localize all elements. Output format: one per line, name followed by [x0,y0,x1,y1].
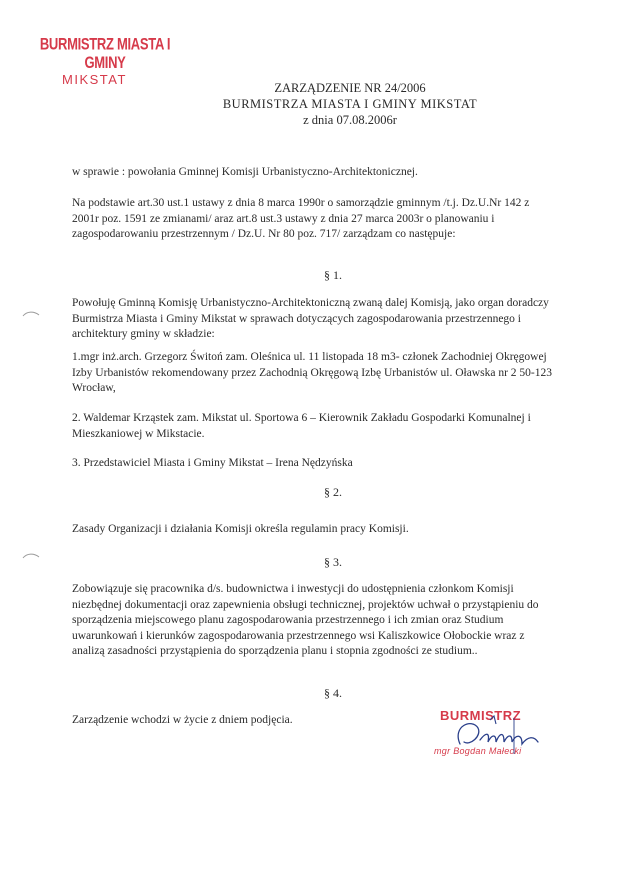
section-1-intro: Powołuję Gminną Komisję Urbanistyczno-Architektoniczną zwaną dalej Komisją, jako organ doradczy Burmistrza Miasta i Gminy Mikstat w sprawach dotyczących zagospodarowania przestrzennego i architektury gminy w składzie: [72,297,549,340]
signature-block [430,708,560,768]
signature-title: BURMISTRZ [440,708,522,723]
subject-line: w sprawie : powołania Gminnej Komisji Urbanistyczno-Architektonicznej. [72,166,418,178]
section-4-heading: § 4. [324,686,342,700]
legal-basis-paragraph: Na podstawie art.30 ust.1 ustawy z dnia 8 marca 1990r o samorządzie gminnym /t.j. Dz.U.Nr 142 z 2001r poz. 1591 ze zmianami/ araz art.8 ust.3 ustawy z dnia 27 marca 2003r o planowaniu i zagospodarowaniu przestrzennym / Dz.U. Nr 80 poz. 717/ zarządzam co następuje: [72,197,530,240]
member-1: 1.mgr inż.arch. Grzegorz Świtoń zam. Oleśnica ul. 11 listopada 18 m3- członek Zachodniej Okręgowej Izby Urbanistów rekomendowany przez Zachodnią Okręgową Izbę Urbanistów ul. Oławska nr 2 50-123 Wrocław, [72,351,552,394]
stamp-line-1: BURMISTRZ MIASTA I GMINY [39,34,171,72]
member-3: 3. Przedstawiciel Miasta i Gminy Mikstat – Irena Nędzyńska [72,457,353,469]
punch-hole-mark [22,310,40,318]
section-4-text: Zarządzenie wchodzi w życie z dniem podjęcia. [72,714,293,726]
signature-name: mgr Bogdan Małecki [434,746,522,756]
member-2: 2. Waldemar Krząstek zam. Mikstat ul. Sportowa 6 – Kierownik Zakładu Gospodarki Komunalnej i Mieszkaniowej w Mikstacie. [72,412,531,440]
section-2-text: Zasady Organizacji i działania Komisji określa regulamin pracy Komisji. [72,523,409,535]
office-stamp [30,34,180,87]
section-2-heading: § 2. [324,485,342,499]
punch-hole-mark [22,552,40,560]
document-issuer: BURMISTRZA MIASTA I GMINY MIKSTAT [222,97,478,111]
document-date: z dnia 07.08.2006r [303,113,397,127]
document-header [200,80,500,128]
document-title: ZARZĄDZENIE NR 24/2006 [274,81,426,95]
section-1-heading: § 1. [324,268,342,282]
section-3-heading: § 3. [324,555,342,569]
stamp-line-2: MIKSTAT [62,72,127,87]
section-3-text: Zobowiązuje się pracownika d/s. budownictwa i inwestycji do udostępnienia członkom Komisji niezbędnej dokumentacji oraz zapewnienia obsługi technicznej, projektów uchwał o przystąpieniu do sporządzenia miejscowego planu zagospodarowania przestrzennego i ich zmian oraz Studium uwarunkowań i kierunków zagospodarowania przestrzennego wsi Kaliszkowice Ołobockie wraz z analizą zasadności przystąpienia do sporządzenia planu i stopnia zgodności ze studium.. [72,583,539,657]
